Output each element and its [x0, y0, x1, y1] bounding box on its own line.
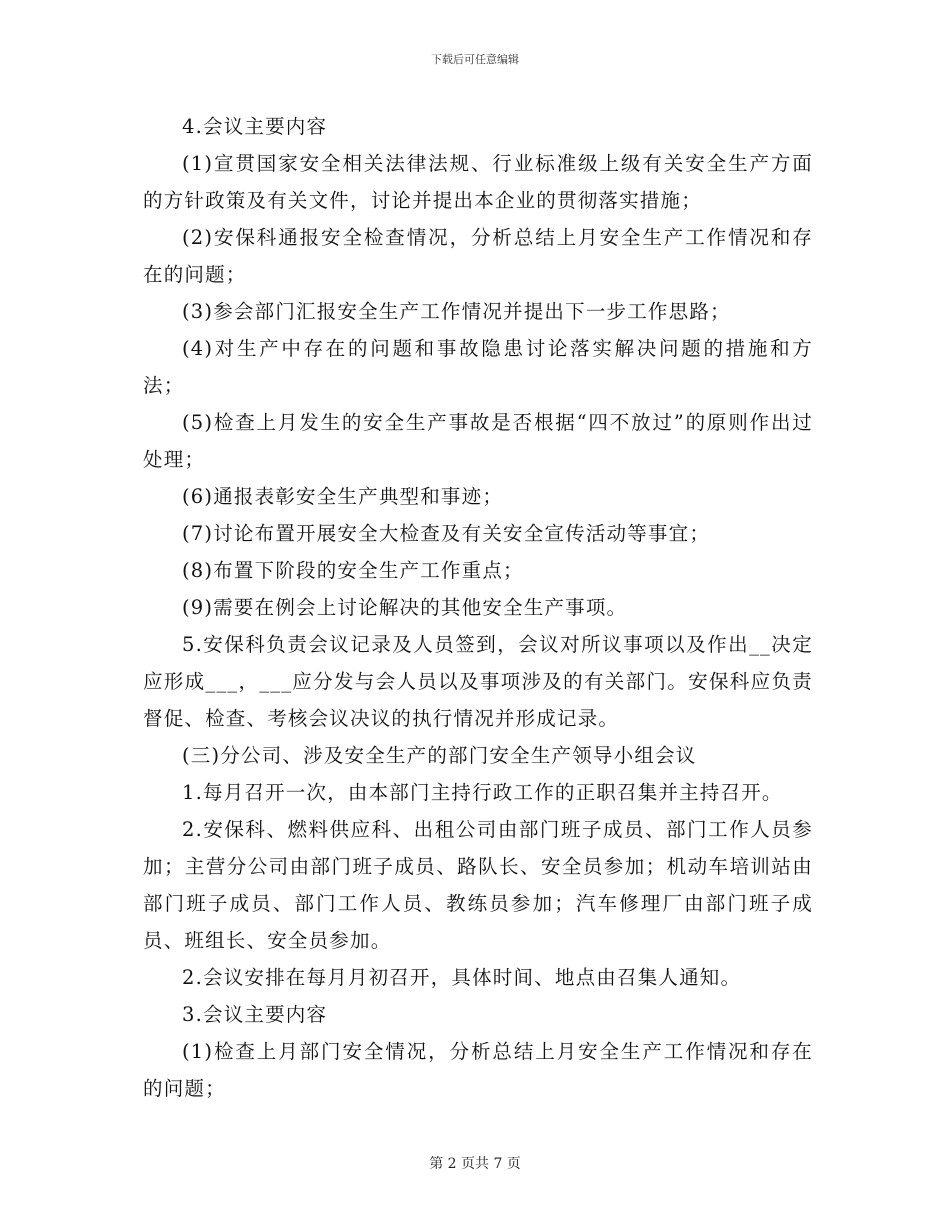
paragraph: 2.安保科、燃料供应科、出租公司由部门班子成员、部门工作人员参加；主营分公司由部门班子成员、路队长、安全员参加；机动车培训站由部门班子成员、部门工作人员、教练员参加；汽车修理厂由部门班子成员、班组长、安全员参加。 — [143, 818, 813, 952]
paragraph: (1)宣贯国家安全相关法律法规、行业标准级上级有关安全生产方面的方针政策及有关文件，讨论并提出本企业的贯彻落实措施； — [143, 152, 813, 212]
paragraph: (6)通报表彰安全生产典型和事迹； — [182, 485, 504, 508]
paragraph: (7)讨论布置开展安全大检查及有关安全宣传活动等事宜； — [182, 522, 711, 545]
paragraph: (3)参会部门汇报安全生产工作情况并提出下一步工作思路； — [182, 300, 731, 323]
paragraph: 4.会议主要内容 — [182, 115, 328, 138]
document-body — [143, 108, 813, 1107]
paragraph: (9)需要在例会上讨论解决的其他安全生产事项。 — [182, 596, 628, 619]
paragraph: (2)安保科通报安全检查情况，分析总结上月安全生产工作情况和存在的问题； — [143, 226, 813, 286]
section-heading: (三)分公司、涉及安全生产的部门安全生产领导小组会议 — [182, 744, 697, 767]
paragraph: (5)检查上月发生的安全生产事故是否根据“四不放过”的原则作出过处理； — [143, 411, 813, 471]
paragraph: 3.会议主要内容 — [182, 1003, 328, 1026]
paragraph: 1.每月召开一次，由本部门主持行政工作的正职召集并主持召开。 — [182, 781, 783, 804]
page-number: 第 2 页共 7 页 — [429, 1156, 521, 1172]
page-header-note: 下载后可任意编辑 — [431, 53, 519, 66]
paragraph: 5.安保科负责会议记录及人员签到，会议对所议事项以及作出__决定应形成___，___应分发与会人员以及事项涉及的有关部门。安保科应负责督促、检查、考核会议决议的执行情况并形成记录。 — [143, 633, 813, 730]
paragraph: (8)布置下阶段的安全生产工作重点； — [182, 559, 524, 582]
paragraph: (4)对生产中存在的问题和事故隐患讨论落实解决问题的措施和方法； — [143, 337, 813, 397]
paragraph: (1)检查上月部门安全情况，分析总结上月安全生产工作情况和存在的问题； — [143, 1040, 813, 1100]
paragraph: 2.会议安排在每月月初召开，具体时间、地点由召集人通知。 — [182, 966, 742, 989]
